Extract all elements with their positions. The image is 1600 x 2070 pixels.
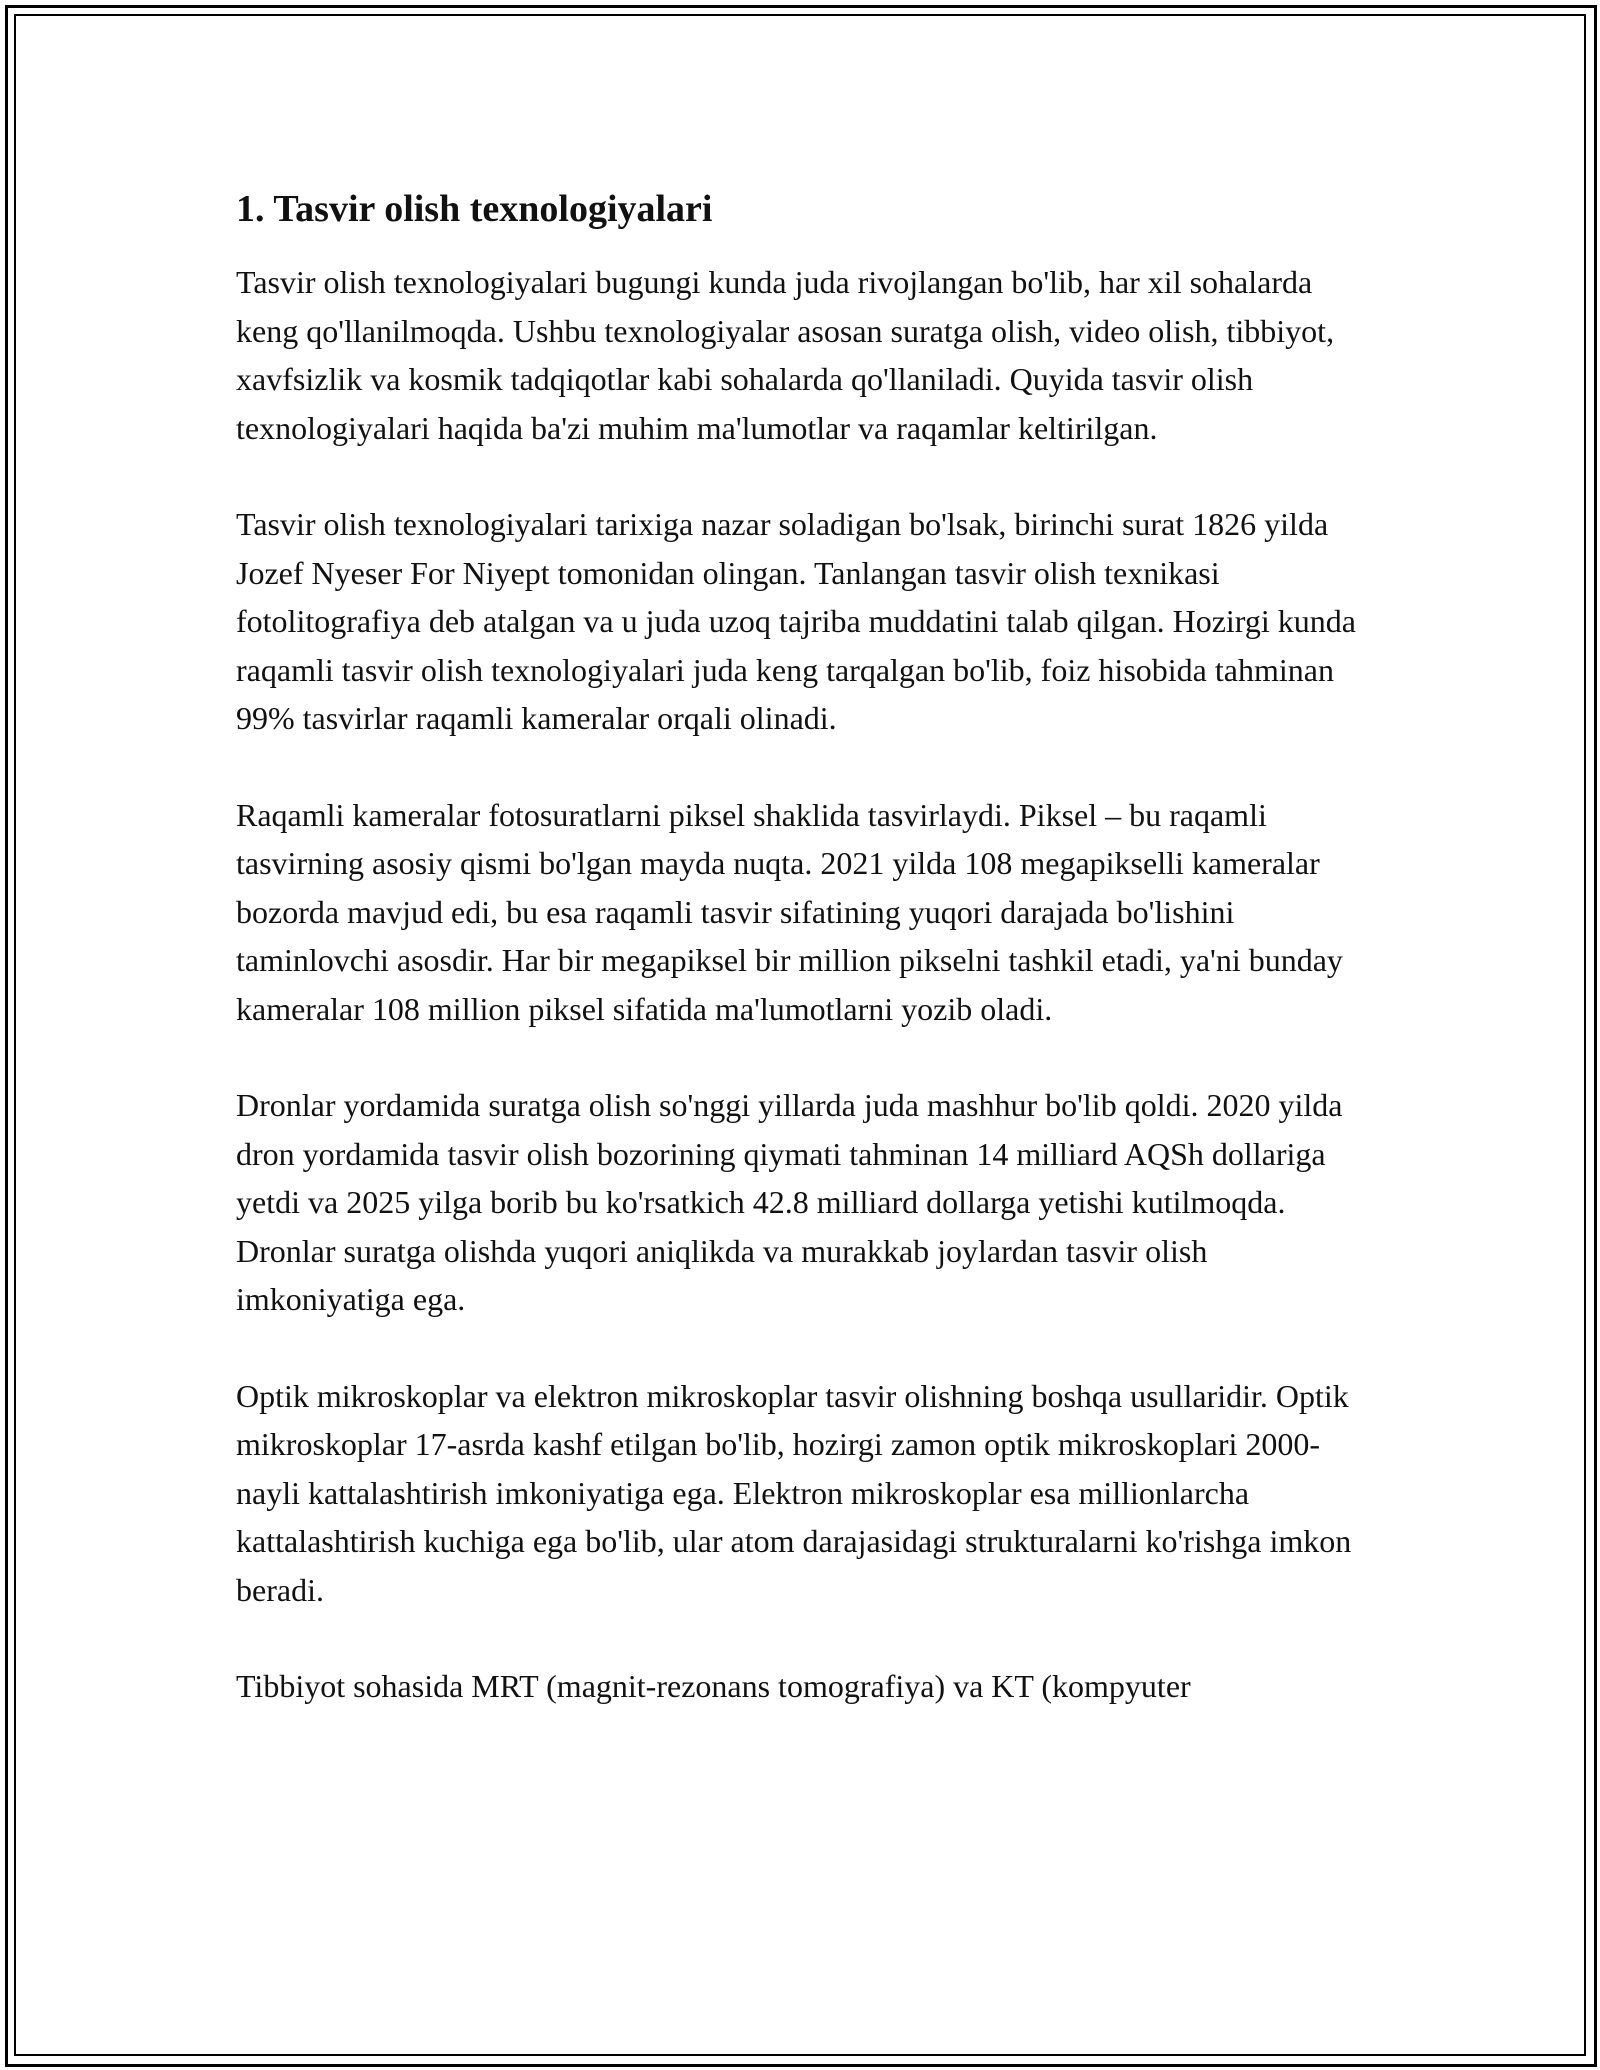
paragraph-microscopes: Optik mikroskoplar va elektron mikroskoplar tasvir olishning boshqa usullaridir. Optik mikroskoplar 17-asrda kashf etilgan bo'lib, hozirgi zamon optik mikroskoplari 2000-nayli kattalashtirish imkoniyatiga ega. Elektron mikroskoplar esa millionlarcha kattalashtirish kuchiga ega bo'lib, ular atom darajasidagi strukturalarni ko'rishga imkon beradi. — [236, 1377, 1352, 1608]
document-body — [236, 186, 1366, 1759]
paragraph-history: Tasvir olish texnologiyalari tarixiga nazar soladigan bo'lsak, birinchi surat 1826 yilda Jozef Nyeser For Niyept tomonidan olingan. Tanlangan tasvir olish texnikasi fotolitografiya deb atalgan va u juda uzoq tajriba muddatini talab qilgan. Hozirgi kunda raqamli tasvir olish texnologiyalari juda keng tarqalgan bo'lib, foiz hisobida tahminan 99% tasvirlar raqamli kameralar orqali olinadi. — [236, 506, 1356, 736]
paragraph-drones: Dronlar yordamida suratga olish so'nggi yillarda juda mashhur bo'lib qoldi. 2020 yilda dron yordamida tasvir olish bozorining qiymati tahminan 14 milliard AQSh dollariga yetdi va 2025 yilga borib bu ko'rsatkich 42.8 milliard dollarga yetishi kutilmoqda. Dronlar suratga olishda yuqori aniqlikda va murakkab joylardan tasvir olish imkoniyatiga ega. — [236, 1087, 1343, 1317]
paragraph-digital-cameras: Raqamli kameralar fotosuratlarni piksel shaklida tasvirlaydi. Piksel – bu raqamli tasvirning asosiy qismi bo'lgan mayda nuqta. 2021 yilda 108 megapikselli kameralar bozorda mavjud edi, bu esa raqamli tasvir sifatining yuqori darajada bo'lishini taminlovchi asosdir. Har bir megapiksel bir million pikselni tashkil etadi, ya'ni bunday kameralar 108 million piksel sifatida ma'lumotlarni yozib oladi. — [236, 796, 1343, 1027]
paragraph-intro: Tasvir olish texnologiyalari bugungi kunda juda rivojlangan bo'lib, har xil sohalarda keng qo'llanilmoqda. Ushbu texnologiyalar asosan suratga olish, video olish, tibbiyot, xavfsizlik va kosmik tadqiqotlar kabi sohalarda qo'llaniladi. Quyida tasvir olish texnologiyalari haqida ba'zi muhim ma'lumotlar va raqamlar keltirilgan. — [236, 264, 1335, 446]
paragraph-medicine: Tibbiyot sohasida MRT (magnit-rezonans tomografiya) va KT (kompyuter — [236, 1668, 1191, 1704]
section-heading: 1. Tasvir olish texnologiyalari — [236, 188, 713, 230]
